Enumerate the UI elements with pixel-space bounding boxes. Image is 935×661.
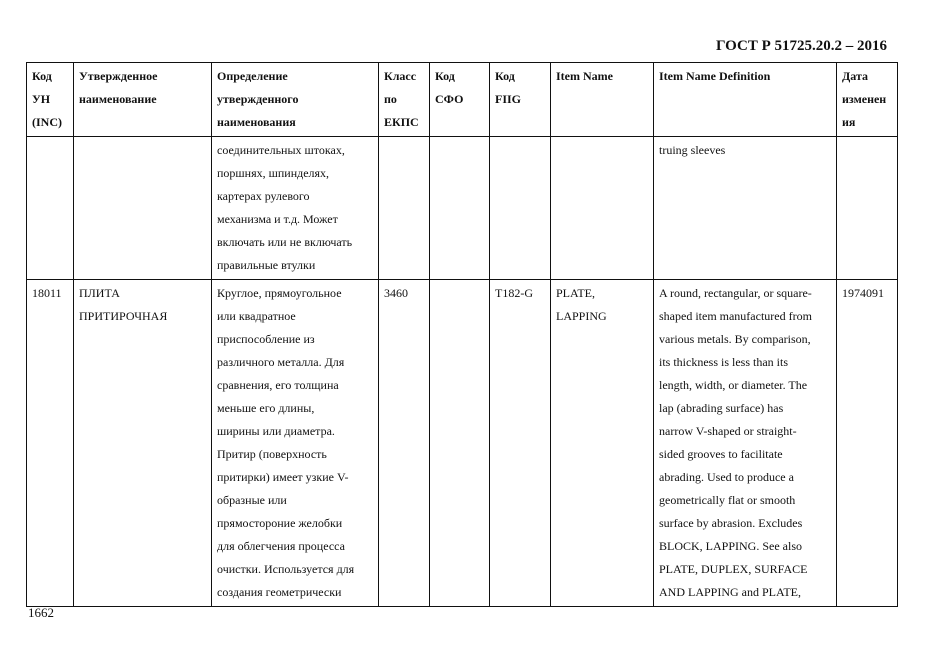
column-header-sfo: Код СФО bbox=[430, 63, 490, 137]
cell-sfo bbox=[430, 137, 490, 280]
cell-inc bbox=[27, 137, 74, 280]
cell-approved-name: ПЛИТА ПРИТИРОЧНАЯ bbox=[74, 280, 212, 607]
cell-definition: соединительных штоках, поршнях, шпинделях, картерах рулевого механизма и т.д. Может включать или не включать правильные втулки bbox=[212, 137, 379, 280]
column-header-definition: Определение утвержденного наименования bbox=[212, 63, 379, 137]
table-row bbox=[27, 280, 898, 607]
cell-item-name: PLATE, LAPPING bbox=[551, 280, 654, 607]
cell-sfo bbox=[430, 280, 490, 607]
table-row bbox=[27, 137, 898, 280]
cell-approved-name bbox=[74, 137, 212, 280]
page-number: 1662 bbox=[28, 605, 54, 620]
column-header-item-name: Item Name bbox=[551, 63, 654, 137]
column-header-item-name-definition: Item Name Definition bbox=[654, 63, 837, 137]
column-header-fiig: Код FIIG bbox=[490, 63, 551, 137]
cell-change-date: 1974091 bbox=[837, 280, 898, 607]
column-header-approved-name: Утвержденное наименование bbox=[74, 63, 212, 137]
cell-class: 3460 bbox=[379, 280, 430, 607]
catalog-table bbox=[26, 62, 898, 607]
table-header-row bbox=[27, 63, 898, 137]
column-header-change-date: Дата изменен ия bbox=[837, 63, 898, 137]
cell-fiig: T182-G bbox=[490, 280, 551, 607]
cell-item-name bbox=[551, 137, 654, 280]
cell-definition: Круглое, прямоугольное или квадратное приспособление из различного металла. Для сравнения, его толщина меньше его длины, ширины или диаметра. Притир (поверхность притирки) имеет узкие V- образные или прямостороние желобки для облегчения процесса очистки. Используется для создания геометрически bbox=[212, 280, 379, 607]
cell-fiig bbox=[490, 137, 551, 280]
column-header-class: Класс по ЕКПС bbox=[379, 63, 430, 137]
cell-class bbox=[379, 137, 430, 280]
cell-inc: 18011 bbox=[27, 280, 74, 607]
cell-change-date bbox=[837, 137, 898, 280]
column-header-inc: Код УН (INC) bbox=[27, 63, 74, 137]
document-code: ГОСТ Р 51725.20.2 – 2016 bbox=[715, 38, 887, 54]
cell-item-name-definition: A round, rectangular, or square- shaped item manufactured from various metals. By comparison, its thickness is less than its length, width, or diameter. The lap (abrading surface) has narrow V-shaped or straight- sided grooves to facilitate abrading. Used to produce a geometrically flat or smooth surface by abrasion. Excludes BLOCK, LAPPING. See also PLATE, DUPLEX, SURFACE AND LAPPING and PLATE, bbox=[654, 280, 837, 607]
cell-item-name-definition: truing sleeves bbox=[654, 137, 837, 280]
